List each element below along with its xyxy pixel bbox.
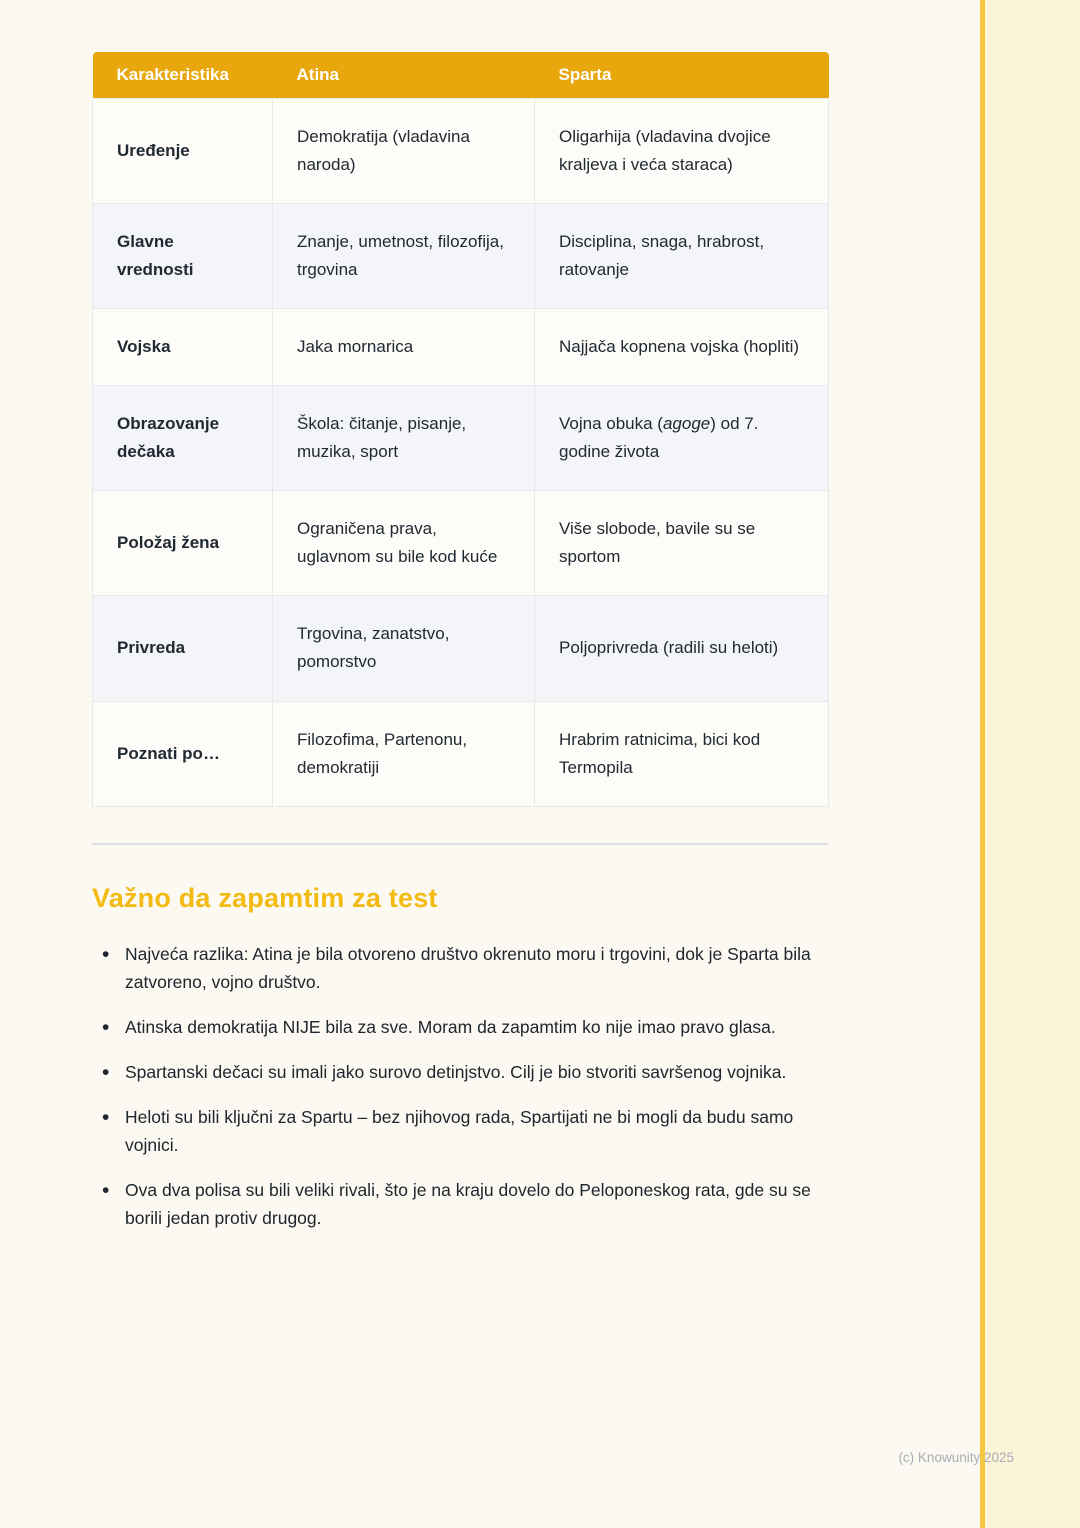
- table-row: [93, 309, 829, 386]
- note-item: • Spartanski dečaci su imali jako surovo detinjstvo. Cilj je bio stvoriti savršenog vojnika.: [92, 1058, 834, 1086]
- table-header-cell: Karakteristika: [93, 52, 273, 99]
- table-row: [93, 596, 829, 701]
- table-row: [93, 491, 829, 596]
- note-item: • Heloti su bili ključni za Spartu – bez njihovog rada, Spartijati ne bi mogli da budu samo vojnici.: [92, 1103, 834, 1159]
- table-row: [93, 99, 829, 204]
- table-row-label: Glavne vrednosti: [93, 204, 273, 309]
- table-row-label: Obrazovanje dečaka: [93, 386, 273, 491]
- table-row: [93, 701, 829, 806]
- table-cell: Trgovina, zanatstvo, pomorstvo: [273, 596, 535, 701]
- table-cell: Disciplina, snaga, hrabrost, ratovanje: [535, 204, 829, 309]
- table-cell: Hrabrim ratnicima, bici kod Termopila: [535, 701, 829, 806]
- table-row: [93, 386, 829, 491]
- note-item: • Najveća razlika: Atina je bila otvoreno društvo okrenuto moru i trgovini, dok je Sparta bila zatvoreno, vojno društvo.: [92, 940, 834, 996]
- table-row-label: Privreda: [93, 596, 273, 701]
- table-cell: Znanje, umetnost, filozofija, trgovina: [273, 204, 535, 309]
- table-cell: Ograničena prava, uglavnom su bile kod kuće: [273, 491, 535, 596]
- table-header-cell: Sparta: [535, 52, 829, 99]
- table-cell: Škola: čitanje, pisanje, muzika, sport: [273, 386, 535, 491]
- comparison-table: [92, 52, 829, 807]
- table-header-row: [93, 52, 829, 99]
- table-cell: Oligarhija (vladavina dvojice kraljeva i veća staraca): [535, 99, 829, 204]
- notes-heading: Važno da zapamtim za test: [92, 882, 438, 913]
- table-row: [93, 204, 829, 309]
- table-row-label: Poznati po…: [93, 701, 273, 806]
- table-header-cell: Atina: [273, 52, 535, 99]
- table-cell: Najjača kopnena vojska (hopliti): [535, 309, 829, 386]
- notes-list: [92, 940, 834, 1232]
- page-edge-strip: [980, 0, 1080, 1528]
- section-divider: [92, 843, 828, 845]
- note-item: • Ova dva polisa su bili veliki rivali, što je na kraju dovelo do Peloponeskog rata, gde su se borili jedan protiv drugog.: [92, 1176, 834, 1232]
- table-cell: Vojna obuka (agoge) od 7. godine života: [535, 386, 829, 491]
- table-body: [93, 99, 829, 807]
- table-row-label: Položaj žena: [93, 491, 273, 596]
- table-cell: Poljoprivreda (radili su heloti): [535, 596, 829, 701]
- table-cell: Jaka mornarica: [273, 309, 535, 386]
- table-cell: Filozofima, Partenonu, demokratiji: [273, 701, 535, 806]
- copyright-text: (c) Knowunity 2025: [898, 1450, 1014, 1465]
- table-cell: Demokratija (vladavina naroda): [273, 99, 535, 204]
- table-row-label: Vojska: [93, 309, 273, 386]
- table-cell: Više slobode, bavile su se sportom: [535, 491, 829, 596]
- table-row-label: Uređenje: [93, 99, 273, 204]
- note-item: • Atinska demokratija NIJE bila za sve. Moram da zapamtim ko nije imao pravo glasa.: [92, 1013, 834, 1041]
- content-area: [92, 52, 828, 1249]
